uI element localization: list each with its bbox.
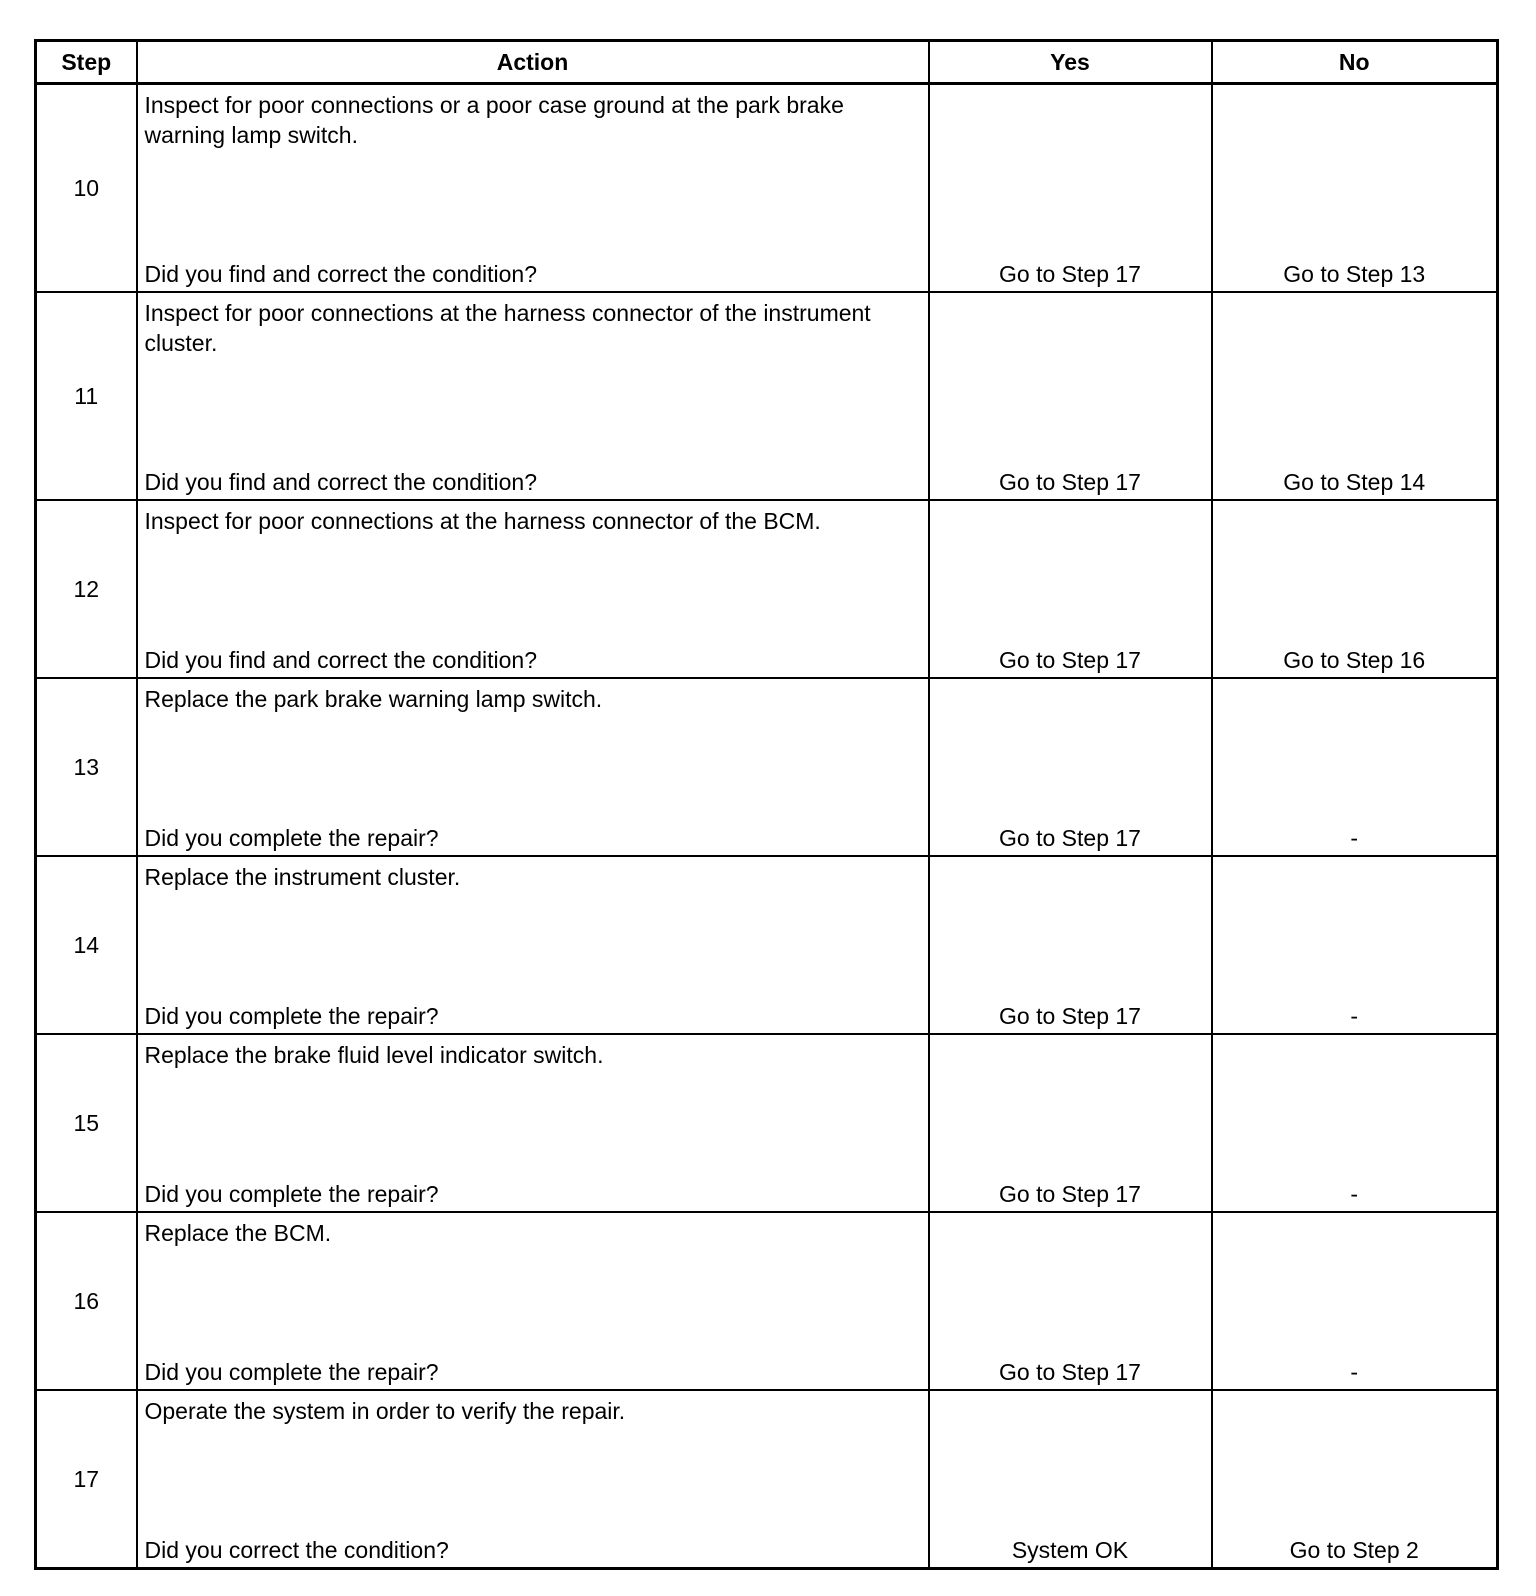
table-row (36, 84, 1498, 293)
yes-cell (929, 1390, 1212, 1569)
no-result: - (1350, 1359, 1359, 1385)
no-cell (1212, 678, 1498, 856)
step-number: 17 (36, 1390, 137, 1569)
no-result: Go to Step 14 (1283, 469, 1426, 495)
no-result: - (1350, 825, 1359, 851)
no-result: Go to Step 2 (1289, 1537, 1419, 1563)
table-row (36, 678, 1498, 856)
action-cell (137, 1390, 929, 1569)
diagnostic-steps-table (34, 39, 1499, 1570)
action-question: Did you complete the repair? (144, 1181, 439, 1207)
action-question: Did you find and correct the condition? (144, 469, 538, 495)
yes-result: Go to Step 17 (999, 1359, 1141, 1385)
action-instruction: Replace the BCM. (144, 1220, 332, 1246)
no-result: Go to Step 13 (1283, 261, 1426, 287)
no-cell (1212, 1034, 1498, 1212)
yes-result: Go to Step 17 (999, 647, 1141, 673)
yes-result: Go to Step 17 (999, 1181, 1141, 1207)
step-number: 15 (36, 1034, 137, 1212)
yes-result: System OK (1011, 1537, 1129, 1563)
no-cell (1212, 84, 1498, 293)
action-cell (137, 1212, 929, 1390)
action-question: Did you find and correct the condition? (144, 647, 538, 673)
action-cell (137, 500, 929, 678)
table-header-row (36, 41, 1498, 84)
action-instruction: Inspect for poor connections at the harness connector of the BCM. (144, 508, 821, 534)
table-row (36, 500, 1498, 678)
no-result: - (1350, 1181, 1359, 1207)
yes-cell (929, 1212, 1212, 1390)
table-row (36, 1390, 1498, 1569)
yes-cell (929, 856, 1212, 1034)
no-cell (1212, 1390, 1498, 1569)
action-question: Did you find and correct the condition? (144, 261, 538, 287)
yes-cell (929, 1034, 1212, 1212)
yes-result: Go to Step 17 (999, 261, 1141, 287)
header-no: No (1212, 41, 1498, 84)
action-cell (137, 678, 929, 856)
no-cell (1212, 500, 1498, 678)
header-step: Step (36, 41, 137, 84)
step-number: 13 (36, 678, 137, 856)
action-cell (137, 292, 929, 500)
action-cell (137, 856, 929, 1034)
action-instruction: Replace the park brake warning lamp switch. (144, 686, 603, 712)
no-result: - (1350, 1003, 1359, 1029)
no-cell (1212, 292, 1498, 500)
action-question: Did you complete the repair? (144, 1359, 439, 1385)
action-cell (137, 84, 929, 293)
action-question: Did you complete the repair? (144, 1003, 439, 1029)
step-number: 16 (36, 1212, 137, 1390)
action-instruction: Replace the brake fluid level indicator switch. (144, 1042, 604, 1068)
table-row (36, 292, 1498, 500)
table-row (36, 856, 1498, 1034)
yes-cell (929, 500, 1212, 678)
no-cell (1212, 1212, 1498, 1390)
action-instruction: Replace the instrument cluster. (144, 864, 461, 890)
action-instruction: Inspect for poor connections at the harness connector of the instrument cluster. (144, 300, 871, 356)
action-instruction: Operate the system in order to verify the repair. (144, 1398, 626, 1424)
table-row (36, 1212, 1498, 1390)
yes-result: Go to Step 17 (999, 1003, 1141, 1029)
header-yes: Yes (929, 41, 1212, 84)
action-cell (137, 1034, 929, 1212)
yes-cell (929, 678, 1212, 856)
no-cell (1212, 856, 1498, 1034)
yes-result: Go to Step 17 (999, 469, 1141, 495)
yes-cell (929, 292, 1212, 500)
yes-cell (929, 84, 1212, 293)
yes-result: Go to Step 17 (999, 825, 1141, 851)
header-action: Action (137, 41, 929, 84)
step-number: 11 (36, 292, 137, 500)
action-question: Did you complete the repair? (144, 825, 439, 851)
step-number: 14 (36, 856, 137, 1034)
action-question: Did you correct the condition? (144, 1537, 449, 1563)
table-row (36, 1034, 1498, 1212)
step-number: 12 (36, 500, 137, 678)
no-result: Go to Step 16 (1283, 647, 1426, 673)
step-number: 10 (36, 84, 137, 293)
action-instruction: Inspect for poor connections or a poor case ground at the park brake warning lamp switch. (144, 92, 844, 148)
